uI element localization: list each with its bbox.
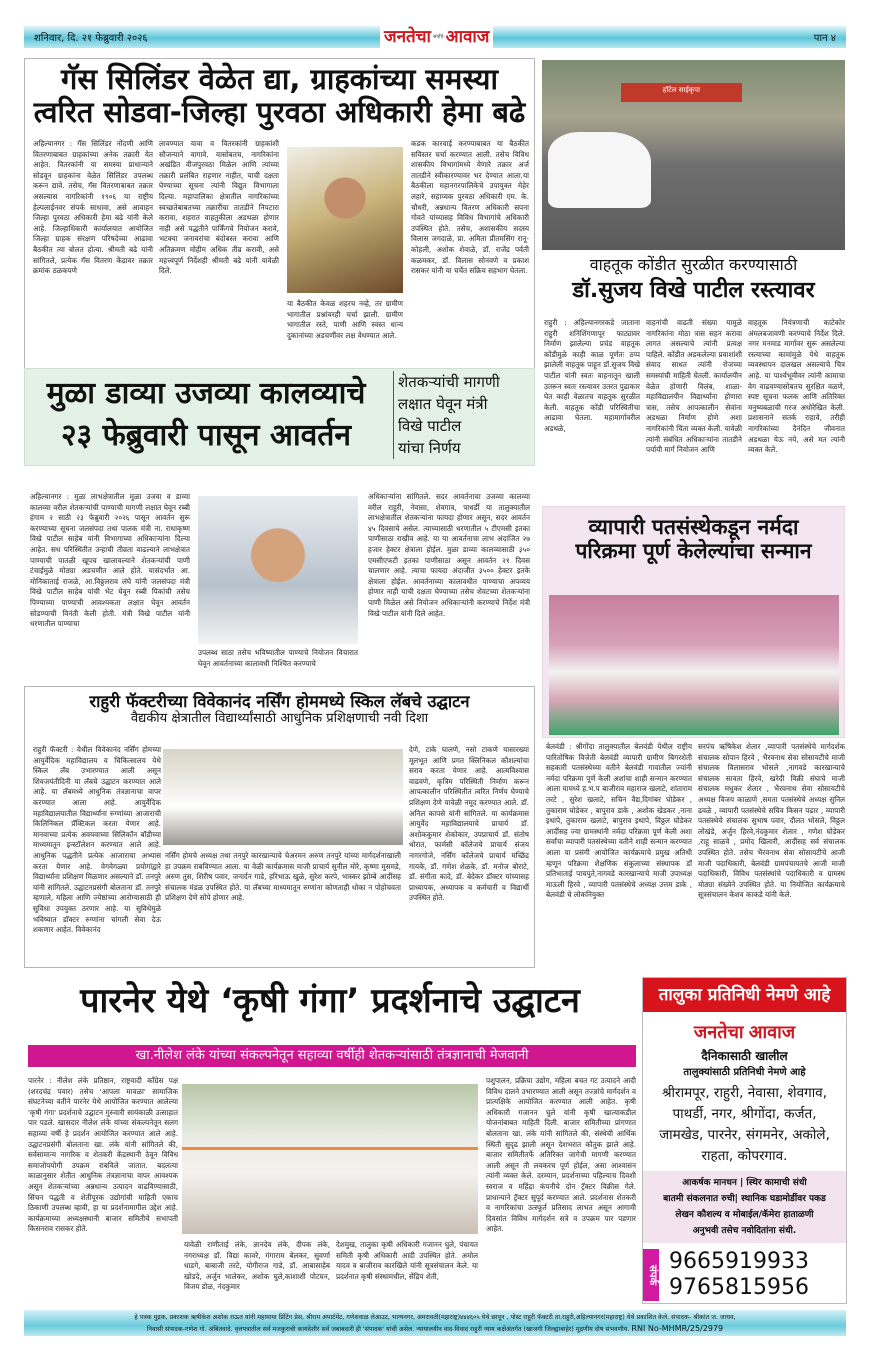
photo-skill-lab [163, 749, 403, 845]
article-traffic-col1: राहुरी : अहिल्यानगरकडे जाताना राहुरी शनिशिंगणापूर फाट्यावर निर्माण झालेल्या प्रचंड वाहतूक कोंडीमुळे काही काळ पूर्णतः ठप्प झालेली वाहतूक पाहून डॉ.सुजय विखे पाटील यांनी स्वतः वाहनातून खाली उतरून स्वतः रस्त्यावर उतरत पुढाकार घेत काही वेळातच वाहतूक सुरळीत केली. वाहतूक कोंडी परिस्थितीचा आढावा घेतला. महामार्गावरील अडथळे, [544, 318, 640, 433]
ad-info-line: बातमी संकलनात रुची| स्थानिक घडामोडींवर पकड [663, 1194, 826, 1204]
photo-inauguration [182, 1084, 478, 1234]
article-krushi-col3: देशमुख, तालुका कृषी अधिकारी गजानन घुले, पंचायत समिती कृषी अधिकारी आदी उपस्थित होते. अमोल यादव व बाजीराव कारखिले यांनी सूत्रसंचालन केले. या प्रदर्शनात कृषी संस्थामधील, सेंद्रिय शेती, [336, 1240, 478, 1281]
article-gas-headline-1: गॅस सिलिंडर वेळेत द्या, ग्राहकांच्या समस्या [61, 62, 498, 96]
article-nursing-headline: राहुरी फॅक्टरीच्या विवेकानंद नर्सिंग होममध्ये स्किल लॅबचे उद्घाटन [89, 692, 470, 711]
ad-title: तालुका प्रतिनिधी नेमणे आहे [643, 978, 846, 1012]
article-gas-caption: या बैठकीत केवळ शहरच नव्हे, तर ग्रामीण भागातील प्रश्नांवरही चर्चा झाली. ग्रामीण भागातील रस्ते, पाणी आणि स्वस्त धान्य दुकानांच्या अडचणींवर लक्ष वेधण्यात आले. [287, 299, 403, 340]
ad-place-line: जामखेड, पारनेर, संगमनेर, अकोले, [659, 1127, 830, 1143]
photo-honour-ceremony [549, 595, 839, 735]
article-krushi-banner: खा.नीलेश लंके यांच्या संकल्पनेतून सहाव्या वर्षीही शेतकऱ्यांसाठी तंत्रज्ञानाची मेजवानी [28, 1045, 636, 1067]
article-nursing-col3: देणे, टाके घालणे, नसो टाकणे यासारख्या मूलभूत आणि प्रगत क्लिनिकल कौशल्यांचा सराव करता येणार आहे. आत्मविश्वास वाढवणे, कृत्रिम परिस्थिती निर्माण करून आपत्कालीन परिस्थितीत त्वरित निर्णय घेण्याचे प्रशिक्षण देणे यावेळी नमूद करण्यात आले. डॉ. अनिल कापसे यांनी सांगितले. या कार्यक्रमास आयुर्वेद महाविद्यालयाचे प्राचार्य डॉ. अशोककुमार शेकोकार, उपप्राचार्य डॉ. संतोष थोरात, फार्मसी कॉलेजचे प्राचार्य संजय नागरगोजे, नर्सिंग कॉलेजचे प्राचार्य मच्छिंद्र गायके, डॉ. गणेश शेळके, डॉ. मनोज बोराटे, डॉ. संगीता कादे, डॉ. बेदेकर डॉक्टर यांच्यासह प्राध्यापक, अध्यापक व कर्मचारी व विद्यार्थी उपस्थित होते. [409, 745, 529, 903]
article-canal-col1: अहिल्यानगर : मुळा लाभक्षेत्रातील मुळा उजवा व डाव्या कालव्या वरील शेतकऱ्यांची पाण्याची मागणी लक्षात घेवून रब्बी हंगाम २ साठी २३ फेब्रुवारी २०२६ पासून आवर्तन सुरू करण्याच्या सूचना जलसंपदा तथा पालक मंत्री ना. राधाकृष्ण विखे पाटील साहेब यांनी विभागाच्या अधिकाऱ्यांना दिल्या आहेत. सध परिस्थितीत उन्हाची तीव्रता वाढल्याने लाभक्षेत्रात पाण्याची पातळी खूपच खालावल्याने शेतकऱ्यांची पाणी टंचाईमुळे मोठ्या अडचणीत आले होते. यासंदर्भात आ. मोनिकाताई राजळे, आ.विठ्ठलराव लंघे यांनी जलसंपदा मंत्री विखे पाटील साहेब यांची भेट घेवून रब्बी पिकांची तसेच पिण्याच्या पाण्याची आवश्यकता लक्षात घेवून आवर्तन सोडण्याची विनंती केली होती. मंत्री विखे पाटील यांनी धरणातील पाण्याचा [30, 492, 190, 629]
article-krushi-col1: पारनेर : नीलेश लंके प्रतिष्ठान, राष्ट्रवादी काँग्रेस पक्ष (शरदचंद्र पवार) तसेच 'आपला मावळा' सामाजिक संघटनेच्या वतीने पारनेर येथे आयोजित करण्यात आलेल्या 'कृषी गंगा' प्रदर्शनाचे उद्घाटन गुरुवारी सायंकाळी उत्साहात पार पडले. खासदार नीलेश लंके यांच्या संकल्पनेतून सलग सहाव्या वर्षी हे प्रदर्शन आयोजित करण्यात आले आहे. उद्घाटनप्रसंगी बोलताना खा. लंके यांनी सांगितले की, सर्वसामान्य नागरिक व शेतकरी केंद्रस्थानी ठेवून विविध समाजोपयोगी उपक्रम राबविले जातात. बदलत्या काळानुसार शेतीत आधुनिक तंत्रज्ञानाचा वापर आवश्यक असून शेतकऱ्यांच्या अन्नधान्य उत्पादन वाढविण्यासाठी, सिंचन पद्धती व शेतीपूरक उद्योगांची माहिती एकाच ठिकाणी उपलब्ध व्हावी, हा या प्रदर्शनामागील उद्देश आहे. कार्यक्रमाच्या अध्यक्षस्थानी बाजार समितीचे सभापती किसनराव रासकर होते. [28, 1076, 178, 1234]
article-gas-col2: लावण्यात यावा व वितरकांनी ग्राहकांशी सौजन्याने वागावे. यासोबतच, नागरिकांना अखंडित वीजपुरवठा मिळेल आणि त्यांच्या तक्रारी प्रलंबित राहणार नाहीत, याची दक्षता घेण्याच्या सूचना त्यांनी विद्युत विभागाला दिल्या. महापालिका क्षेत्रातील नागरिकांच्या स्वच्छतेबाबतच्या तक्रारींचा तातडीने निपटारा करावा, शहरात वाहतुकीला अडथळा होणार नाही असे पद्धतीने पार्किंगचे नियोजन करावे, भटक्या जनावरांचा बंदोबस्त करावा आणि अतिक्रमण मोहीम अधिक तीव्र करावी, असे महत्त्वपूर्ण निर्देशही श्रीमती बढे यांनी यावेळी दिले. [159, 139, 279, 276]
ad-subtitle-1: दैनिकासाठी खालील [701, 1049, 788, 1063]
ad-info-line: आकर्षक मानधन | स्थिर कामाची संधी [682, 1178, 807, 1188]
ad-contact-label: संपर्क [643, 1249, 659, 1301]
ad-contact [643, 1249, 846, 1301]
ad-info-line: अनुभवी तसेच नवोदितांना संधी. [692, 1226, 797, 1236]
ad-masthead [643, 1020, 846, 1044]
article-canal-headline-1: मुळा डाव्या उजव्या कालव्याचे [46, 376, 366, 411]
ad-subtitle-2: तालुक्यांसाठी प्रतिनिधी नेमणे आहे [683, 1067, 806, 1078]
article-canal-banner [24, 368, 535, 466]
article-canal-side-2: लक्षात घेवून मंत्री [398, 395, 488, 413]
article-nursing-col1: राहुरी फॅक्टरी : येथील विवेकानंद नर्सिंग होमच्या आयुर्वेदिक महाविद्यालय व चिकित्सालय येथे स्किल लॅब उभारण्यात आली असून शिवजयंतीदिनी या लॅबचे उद्घाटन करण्यात आले आहे. या लॅबमध्ये आधुनिक तंत्रज्ञानाचा वापर करण्यात आला आहे. आयुर्वेदिक महाविद्यालयातील विद्यार्थ्यांना रुग्णांच्या आजाराची किलिनिकल प्रॅक्टिकल करता येणार आहे. मानवाच्या प्रत्येक अवयवाच्या सिलिकॉन बॉडीच्या माध्यमातून इन्स्टॉलेशन करण्यात आले आहे. आधुनिक पद्धतीने प्रत्येक आजाराचा अभ्यास करता येणार आहे. वेगवेगळ्या प्रयोगांद्वारे विद्यार्थ्यांना प्रशिक्षण मिळणार असल्याने डॉ. तनपुरे यांनी सांगितले. उद्घाटनप्रसंगी बोलताना डॉ. तनपुरे म्हणाले, महिला आणि ज्येष्ठांच्या आरोग्यासाठी ही सुविधा उपयुक्त ठरणार आहे. या सुविधेमुळे भविष्यात डॉक्टर रुग्णांना चांगली सेवा देऊ शकणार आहेत. विवेकानंद [33, 745, 161, 935]
ad-place-line: राहता, कोपरगाव. [701, 1148, 788, 1164]
article-canal-caption: उपलब्ध साठा तसेच भविष्यातील पाण्याचे नियोजन विचारात घेवून आवर्तनाच्या कालावधी निश्चित करण्याचे [198, 648, 358, 668]
ad-masthead-part2: आवाज [748, 1022, 796, 1043]
article-traffic-headline: डॉ.सुजय विखे पाटील रस्त्यावर [572, 278, 815, 303]
imprint-line-1: हे पत्रक मुद्रक, प्रकाशक ऋषीकेश अशोक राऊत यांनी महामाया प्रिंटिंग प्रेस, श्रीराम अपार्टमेंट, गणेशवाळ लेआउट, भाग्यनगर, अमरावती(महाराष्ट्र)४४४६०५ येथे छापून , पोस्ट राहुरी फॅक्टरी ता.राहुरी,अहिल्यानगर(महाराष्ट्र) येथे प्रकाशित केले. संपादक- श्रीकांत ज. जाधव, [134, 1314, 736, 1321]
article-canal-side-4: यांचा निर्णय [398, 439, 461, 457]
ad-info-line: लेखन कौशल्य व मोबाईल/कॅमेरा हाताळणी [675, 1210, 814, 1220]
article-traffic-kicker: वाहतूक कोंडीत सुरळीत करण्यासाठी [589, 255, 798, 274]
ad-info [643, 1171, 846, 1243]
article-canal-side [393, 371, 500, 459]
issue-date: शनिवार, दि. २१ फेब्रुवारी २०२६ [34, 33, 148, 44]
article-gas-col3: कडक कारवाई करण्याबाबत या बैठकीत सविस्तर चर्चा करण्यात आली. तसेच विविध शासकीय विभागांमध्ये येणारे तक्रार अर्ज तातडीने स्वीकारण्यावर भर देण्यात आला.या बैठकीला महानगरपालिकेचे उपायुक्त मेहेर लहारे, सहाय्यक पुरवठा अधिकारी एम. के. चौधरी, अन्नधान्य वितरण अधिकारी सपना गोवते यांच्यासह विविध विभागांचे अधिकारी उपस्थित होते. तसेच, अशासकीय सदस्य विलास जगदाळे, प्रा. अमिता प्रीतमसिंग रानू-कोहली, अशोक शेवाळे, डॉ. राजेंद्र पर्वती कळमकर, डॉ. विलास सोनवणे व प्रकाश रासकर यांनी या चर्चेत सक्रिय सहभाग घेतला. [411, 139, 529, 276]
article-gas-col1: अहिल्यानगर : गॅस सिलिंडर नोंदणी आणि वितरणाबाबत ग्राहकांच्या अनेक तक्रारी येत आहेत. वितरकांनी या समस्या प्राधान्याने सोडवून ग्राहकांना वेळेत सिलिंडर उपलब्ध करून द्यावे. तसेच, गॅस वितरणाबाबत तक्रार असल्यास नागरिकांनी १९०६ या राष्ट्रीय हेल्पलाईनवर संपर्क साधावा, असे आवाहन जिल्हा पुरवठा अधिकारी हेमा बढे यांनी केले आहे. जिल्हाधिकारी कार्यालयात आयोजित जिल्हा ग्राहक संरक्षण परिषदेच्या आढावा बैठकीत त्या बोलत होत्या. श्रीमती बढे यांनी सांगितले, प्रत्येक गॅस वितरण केंद्रावर तक्रार क्रमांक ठळकपणे [33, 139, 153, 276]
article-krushi-col4: पशुपालन, प्रक्रिया उद्योग, महिला बचत गट उत्पादने आदी विविध दालने उभारण्यात आली असून तज्ज्ञांचे मार्गदर्शन व प्रात्यक्षिके आयोजित करण्यात आली आहेत. कृषी अधिकारी गजानन घुले यांनी कृषी खात्याकडील योजनांबाबत माहिती दिली. बाजार समितीच्या प्रांगणात बोलताना खा. लंके यांनी सांगितले की, संस्थेची आर्थिक स्थिती सुदृढ झाली असून देशभरात कौतुक झाले आहे. बाजार समितीतर्फे अतिरिक्त जागेची मागणी करण्यात आली असून ती लवकरच पूर्ण होईल, असा आश्वासन त्यांनी व्यक्त केले. दरम्यान, प्रदर्शनाच्या पहिल्याच दिवशी स्वराज व महिंद्रा कंपनीचे दोन ट्रॅक्टर विक्रीस गेले. प्राधान्याने ट्रॅक्टर सुपूर्द करण्यात आले. प्रदर्शनास शेतकरी व नागरिकांचा उत्स्फूर्त प्रतिसाद लाभत असून आगामी दिवसांत विविध मार्गदर्शन सत्रे व उपक्रम पार पडणार आहेत. [486, 1076, 636, 1234]
ad-representative-wanted [642, 977, 847, 1304]
article-honour [542, 506, 845, 738]
masthead-part2: आवाज [445, 27, 490, 47]
photo-ribbon [182, 1147, 478, 1150]
rni-number: RNI No-MHMR/25/2979 [631, 1324, 724, 1333]
ad-place-line: श्रीरामपूर, राहुरी, नेवासा, शेवगाव, [662, 1085, 827, 1101]
ad-place-line: पाथर्डी, नगर, श्रीगोंदा, कर्जत, [672, 1106, 817, 1122]
imprint-line-2: निवासी संपादक-गणेश गो. अंबितवादे. वृत्तपत्रातील सर्व मजकुराची कायदेशीर सर्व जबाबदारी ही 'संपादक' यांची असेल. न्यायालयीन वाद-विवाद राहुरी न्याय कक्षेअंतर्गत (खाजगी जिल्ह्याबाहेर) मुद्रणीय दोष संभवणीय. [146, 1326, 630, 1333]
masthead-part1: जनतेचा [384, 27, 431, 47]
article-honour-col1: बेलवंडी : श्रीगोंदा तालुक्यातील बेलवंडी येथील राष्ट्रीय पारितोषिक विजेती बेलवंडी व्यापारी ग्रामीण बिगरशेती सहकारी पतसंस्थेच्या वतीने बेलवंडी गावातील ज्यांनी नर्मदा परिक्रमा पूर्ण केली अशांचा शाही सन्मान करण्यात आला यामध्ये ह.भ.प बाजीराव महाराज खलाटे, शांताराम तरटे , सुरेश खलाटे, सचिन वैद्य,दिगांबर घोडेकर , तुकाराम घोडेकर , बापुराव डाके , अशोक खेडकर ,नाना इथापे, तुकाराम खलाटे, बापुराव इथापे, विठ्ठल घोडेकर आदींसह ज्या ग्रामस्थांनी नर्मदा परिक्रमा पूर्ण केली अशा सर्वांचा व्यापारी पतसंस्थेच्या वतीने शाही सन्मान करण्यात आला या प्रसंगी आयोजित कार्यक्रमाचे प्रमुख अतिथी म्हणून परिक्रमा शैक्षणिक संकुलाच्या संस्थापक डॉ प्रतिभाताई पाचपुते,नागवडे कारखान्याचे माजी उपाध्यक्ष माऊली हिरवे , व्यापारी पतसंस्थेचे अध्यक्ष उत्तम डाके , बेलवंडी चे लोकनियुक्त [546, 742, 692, 900]
article-nursing [24, 686, 535, 968]
article-honour-headline-1: व्यापारी पतसंस्थेकडून नर्मदा [588, 515, 799, 539]
article-canal-side-1: शेतकऱ्यांची मागणी [398, 373, 500, 391]
article-nursing-col2: नर्सिंग होमचे अध्यक्ष तथा तनपुरे कारखान्याचे चेअरमन अरुण तनपुरे यांच्या मार्गदर्शनाखाली हा उपक्रम राबविण्यात आला. या वेळी कार्यक्रमास माजी प्राचार्य सुनील मोरे, कृष्णा मुसमडे, अरुण तुस, शिरीष पवार, जनार्दन गाडे, हरिभाऊ खुळे, सुरेश करपे, भास्कर झोम्बे आदींसह संचालक मंडळ उपस्थित होते. या लॅबच्या माध्यमातून रुग्णांना कोणताही धोका न पोहोचवता प्रशिक्षण देणे सोपे होणार आहे. [165, 851, 401, 903]
article-traffic-col3: वाहतूक नियंत्रणाची काटेकोर अंमलबजावणी करण्याचे निर्देश दिले. नगर मनमाड मार्गावर सुरू असलेल्या रस्त्याच्या कामांमुळे येथे वाहतूक व्यवस्थापन दालखल असल्याचे चित्र आहे. या पार्श्वभूमीवर त्यांनी कामाचा वेग वाढवण्यासोबतच सुरक्षित वळणे, स्पष्ट सूचना फलक आणि अतिरिक्त मनुष्यबळाची गरज अधोरेखित केली. प्रशासनाने सतर्क राहावे, तरीही नागरिकांच्या दैनंदिन जीवनात अडथळा येऊ नये, असे मत त्यांनी व्यक्त केले. [748, 318, 845, 455]
article-honour-headline-2: परिक्रमा पूर्ण केलेल्यांचा सन्मान [575, 539, 812, 564]
article-krushi-headline: पारनेर येथे ‘कृषी गंगा’ प्रदर्शनाचे उद्घाटन [80, 981, 580, 1021]
photo-traffic [542, 60, 845, 250]
photo-hema-badhe [287, 147, 403, 293]
article-gas-headline-2: त्वरित सोडवा-जिल्हा पुरवठा अधिकारी हेमा बढे [33, 95, 526, 130]
article-canal-headline-2: २३ फेब्रुवारी पासून आवर्तन [60, 418, 352, 453]
photo-car [548, 132, 651, 208]
photo-shop-sign: हॉटेल साईकृपा [621, 83, 742, 102]
page-number: पान ४ [813, 33, 836, 44]
article-nursing-subheadline: वैद्यकीय क्षेत्रातील विद्यार्थ्यांसाठी आधुनिक प्रशिक्षणाची नवी दिशा [130, 710, 429, 726]
ad-places [643, 1083, 846, 1167]
imprint-footer [24, 1310, 846, 1336]
ad-phone-2[interactable]: 9765815956 [669, 1275, 809, 1300]
article-canal-col3: अधिकाऱ्यांना सांगितले. सदर आवर्तनाचा उजव्या कालव्या वरील राहुरी, नेवासा, शेवगाव, पाथर्डी या तालुक्यातील लाभक्षेत्रातील शेतकऱ्यांना फायदा होणार असून, सदर आवर्तन ४५ दिवसाचे असेल. त्याच्यासाठी धरणातील ५ टीएमसी इतका पाणीसाठा राखीव आहे. या या आवर्तनाचा लाभ अंदाजित २७ हजार हेक्टर क्षेत्राला होईल. मुळा डाव्या कालव्यासाठी ३५० एमसीएफटी इतका पाणीसाठा असून आवर्तन २१ दिवस चालणार आहे. त्याचा फायदा अंदाजीत ३५०० हेक्टर इतके क्षेत्राला होईल. आवर्तनाच्या कालावधीत पाण्याचा अपव्यय होणार नाही याची दक्षता घेण्याच्या तसेच शेवटच्या शेतकऱ्यांना पाणी मिळेल असे नियोजन अधिकाऱ्यांनी करण्याचे निर्देश मंत्री विखे पाटील यांनी दिले आहेत. [368, 492, 530, 618]
article-krushi-caption: यावेळी राणीताई लंके, ज्ञानदेव लंके, दीपक लंके, नगराध्यक्ष डॉ. विद्या कावरे, गंगाराम बेलकर, सुवर्णा धाडगे, बाबाजी तरटे, योगीराज गाडे, डॉ. आबासाहेब खोडदे, अर्जुन भालेकर, अशोक घुले,काशाशी पोटघन, विजय डोळ, नंदकुमार [184, 1240, 330, 1292]
ad-phone-numbers [659, 1249, 846, 1301]
ad-phone-1[interactable]: 9665919933 [669, 1249, 809, 1274]
article-honour-col2: सरपंच ऋषिकेश शेलार ,व्यापारी पतसंस्थेचे मार्गदर्शक संचालक सोपान हिरवे , भैरवनाथ सेवा सोसायटीचे माजी संचालक विलासराव भोसले ,नागवडे कारखान्याचे संचालक सावता हिरवे, खरेदी विक्री संघाचे माजी संचालक मधुकर शेलार , भैरवनाथ सेवा सोसायटीचे अध्यक्ष विजय काळाणे ,समता पतसंस्थेचे अध्यक्ष सुनिल ढवळे , व्यापारी पतसंस्थेचे सचिव किसन पढार , व्यापारी पतसंस्थेचे संचालक सुभाष पवार, दौलत भोसले, विठ्ठल लोखंडे, अर्जुन हिरवे,नंदकुमार शेलार , गणेश घोडेकर ,राहू साळवे , प्रमोद खिलारी, आदींसह सर्व संचालक उपस्थित होते. तसेच भैरवनाथ सेवा सोसायटीचे आजी माजी पदाधिकारी, बेलवंडी ग्रामपंचायतचे आजी माजी पदाधिकारी, विविध पतसंस्थांचे पदाधिकारी व ग्रामस्थ मोठ्या संख्येने उपस्थित होते. या नियोजित कार्यक्रमाचे सूत्रसंचालन केशव काकडे यांनी केले. [698, 742, 845, 900]
masthead-tagline: सर्वांचे [432, 34, 444, 40]
photo-vikhe-patil [198, 496, 358, 644]
ad-masthead-part1: जनतेचा [693, 1022, 744, 1043]
article-gas [24, 58, 535, 370]
masthead-logo [380, 26, 493, 48]
article-canal-side-3: विखे पाटील [398, 417, 462, 435]
article-traffic-col2: वाहनांची वाढती संख्या यामुळे नागरिकांना मोठा त्रास सहन करावा लागत असल्याचे त्यांनी प्रत्यक्ष पाहिले. कोंडीत अडकलेल्या प्रवाशांशी संवाद साधत त्यांनी रोजच्या समस्यांची माहिती घेतली. कार्यालयीन वेळेत होणारी विलंब, शाळा-महाविद्यालयीन विद्यार्थ्यांना होणारा त्रास, तसेच आपत्कालीन सेवांना अडथळा निर्माण होणे अशा नागरिकांनी चिंता व्यक्त केली. यावेळी त्यांनी संबंधित अधिकाऱ्यांना तातडीने पर्यायी मार्ग नियोजन आणि [646, 318, 742, 455]
